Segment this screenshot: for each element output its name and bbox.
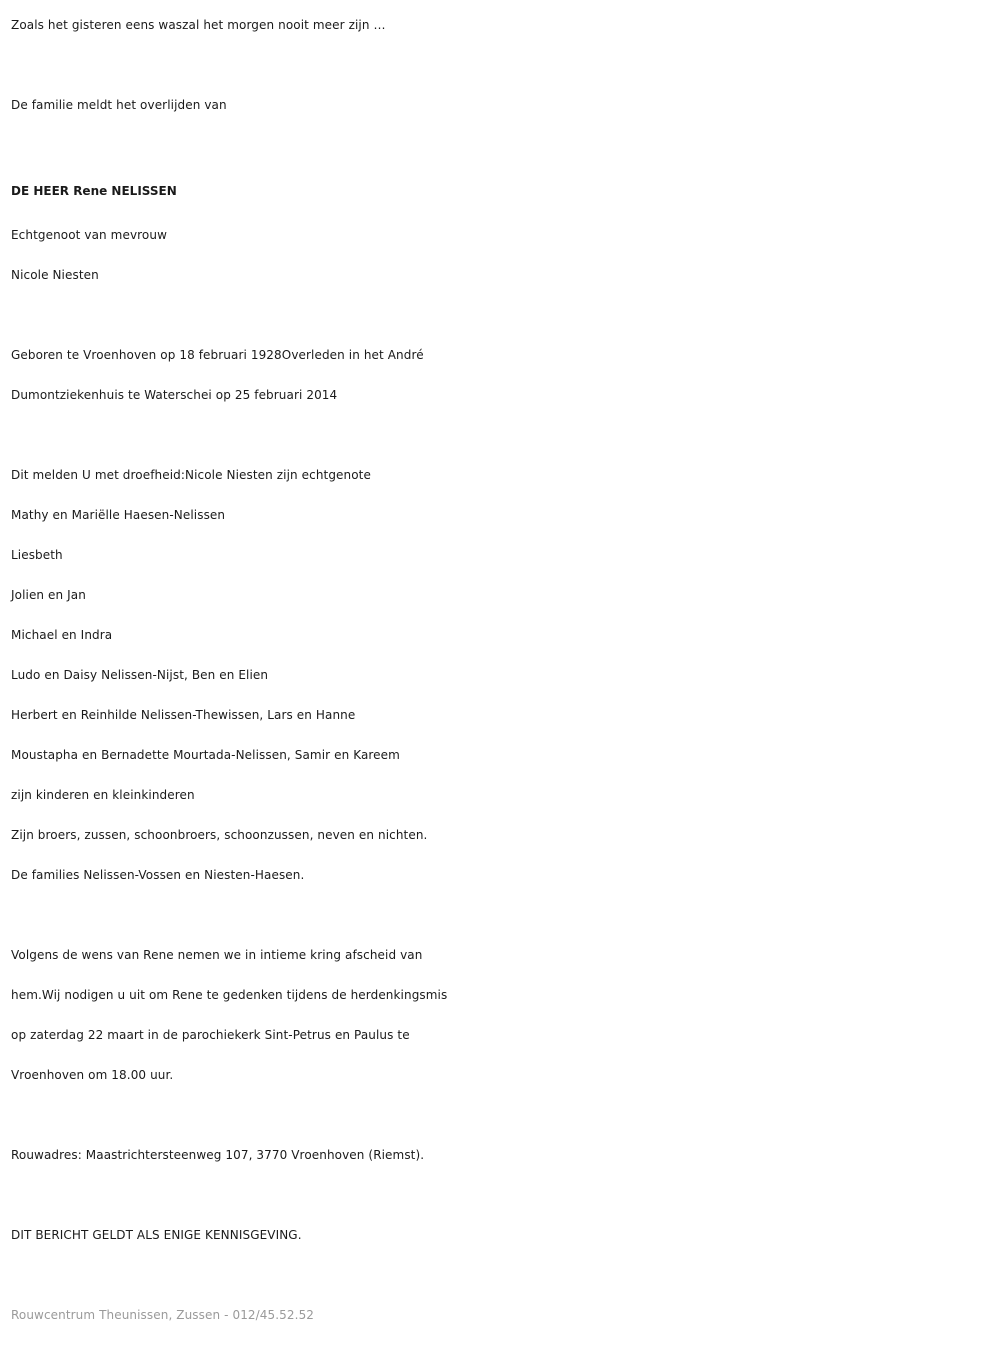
dates-line: Dumontziekenhuis te Waterschei op 25 februari 2014 <box>11 388 338 402</box>
family-line: De families Nelissen-Vossen en Niesten-Haesen. <box>11 868 305 882</box>
opening-quote: Zoals het gisteren eens waszal het morgen nooit meer zijn … <box>11 18 386 32</box>
funeral-home-footer: Rouwcentrum Theunissen, Zussen - 012/45.52.52 <box>11 1308 315 1322</box>
family-line: Ludo en Daisy Nelissen-Nijst, Ben en Elien <box>11 668 269 682</box>
family-line: Zijn broers, zussen, schoonbroers, schoonzussen, neven en nichten. <box>11 828 428 842</box>
ceremony-line: hem.Wij nodigen u uit om Rene te gedenken tijdens de herdenkingsmis <box>11 988 448 1002</box>
spacer <box>11 125 991 165</box>
spouse-line: Nicole Niesten <box>11 268 99 282</box>
spacer <box>11 45 991 85</box>
family-line: Jolien en Jan <box>11 588 86 602</box>
notice-statement: DIT BERICHT GELDT ALS ENIGE KENNISGEVING. <box>11 1228 302 1242</box>
mourning-address: Rouwadres: Maastrichtersteenweg 107, 3770 Vroenhoven (Riemst). <box>11 1148 425 1162</box>
ceremony-line: Vroenhoven om 18.00 uur. <box>11 1068 174 1082</box>
family-line: Herbert en Reinhilde Nelissen-Thewissen, Lars en Hanne <box>11 708 356 722</box>
family-line: Michael en Indra <box>11 628 113 642</box>
obituary-notice <box>11 0 991 1335</box>
family-line: Moustapha en Bernadette Mourtada-Nelissen, Samir en Kareem <box>11 748 400 762</box>
dates-line: Geboren te Vroenhoven op 18 februari 1928Overleden in het André <box>11 348 424 362</box>
family-line: zijn kinderen en kleinkinderen <box>11 788 195 802</box>
ceremony-line: Volgens de wens van Rene nemen we in intieme kring afscheid van <box>11 948 423 962</box>
spacer <box>11 1095 991 1135</box>
spacer <box>11 1255 991 1295</box>
ceremony-line: op zaterdag 22 maart in de parochiekerk Sint-Petrus en Paulus te <box>11 1028 410 1042</box>
family-line: Liesbeth <box>11 548 63 562</box>
spouse-line: Echtgenoot van mevrouw <box>11 228 167 242</box>
spacer <box>11 1175 991 1215</box>
spacer <box>11 295 991 335</box>
deceased-name: DE HEER Rene NELISSEN <box>11 184 177 198</box>
spacer <box>11 895 991 935</box>
death-announcement: De familie meldt het overlijden van <box>11 98 227 112</box>
family-line: Mathy en Mariëlle Haesen-Nelissen <box>11 508 226 522</box>
family-line: Dit melden U met droefheid:Nicole Niesten zijn echtgenote <box>11 468 371 482</box>
spacer <box>11 415 991 455</box>
